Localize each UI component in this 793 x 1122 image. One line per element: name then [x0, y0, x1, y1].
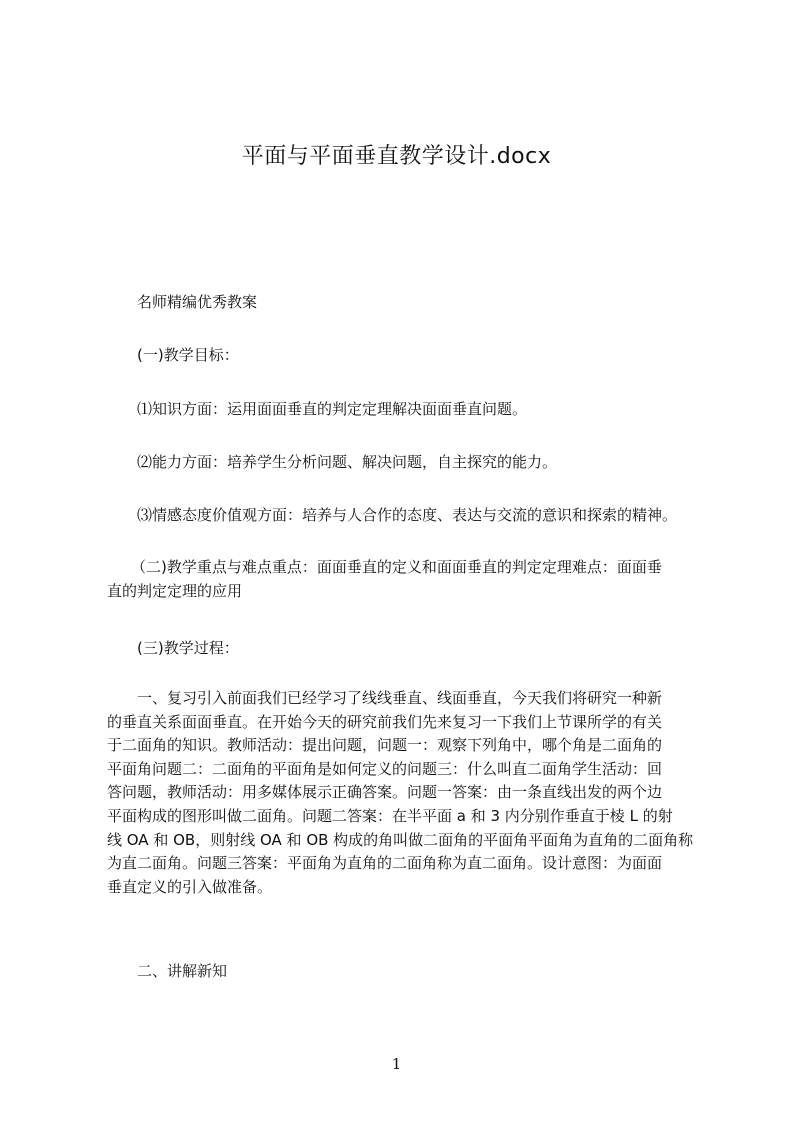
header-label: 名师精编优秀教案 — [137, 293, 258, 311]
paragraph-line: 为直二面角。问题三答案：平面角为直角的二面角称为直二面角。设计意图：为面面 — [107, 854, 663, 873]
section-2-paragraph — [107, 556, 699, 603]
paragraph-line: 直的判定定理的应用 — [107, 581, 243, 600]
section-3-heading: (三)教学过程： — [137, 639, 239, 657]
page-number: 1 — [391, 1055, 402, 1073]
paragraph-line: （二)教学重点与难点重点：面面垂直的定义和面面垂直的判定定理难点：面面垂 — [131, 558, 662, 576]
goal-attitude: ⑶情感态度价值观方面：培养与人合作的态度、表达与交流的意识和探索的精神。 — [137, 506, 678, 524]
paragraph-line: 一、复习引入前面我们已经学习了线线垂直、线面垂直，今天我们将研究一种新 — [137, 689, 663, 707]
paragraph-line: 线 OA 和 OB，则射线 OA 和 OB 构成的角叫做二面角的平面角平面角为直角的二面角称 — [107, 830, 694, 849]
paragraph-line: 垂直定义的引入做准备。 — [107, 877, 273, 896]
goal-knowledge: ⑴知识方面：运用面面垂直的判定定理解决面面垂直问题。 — [137, 400, 528, 418]
section-1-heading: (一)教学目标： — [137, 346, 239, 364]
paragraph-line: 平面角问题二：二面角的平面角是如何定义的问题三：什么叫直二面角学生活动：回 — [107, 759, 663, 778]
paragraph-line: 平面构成的图形叫做二面角。问题二答案：在半平面 a 和 3 内分别作垂直于棱 L 的射 — [107, 806, 673, 825]
paragraph-line: 于二面角的知识。教师活动：提出问题，问题一：观察下列角中，哪个角是二面角的 — [107, 736, 663, 755]
teaching-process-paragraph — [107, 687, 699, 899]
paragraph-line: 的垂直关系面面垂直。在开始今天的研究前我们先来复习一下我们上节课所学的有关 — [107, 712, 663, 731]
document-title: 平面与平面垂直教学设计.docx — [241, 144, 552, 169]
goal-ability: ⑵能力方面：培养学生分析问题、解决问题，自主探究的能力。 — [137, 453, 558, 471]
section-4-heading: 二、讲解新知 — [137, 962, 228, 980]
paragraph-line: 答问题，教师活动：用多媒体展示正确答案。问题一答案：由一条直线出发的两个边 — [107, 783, 663, 802]
